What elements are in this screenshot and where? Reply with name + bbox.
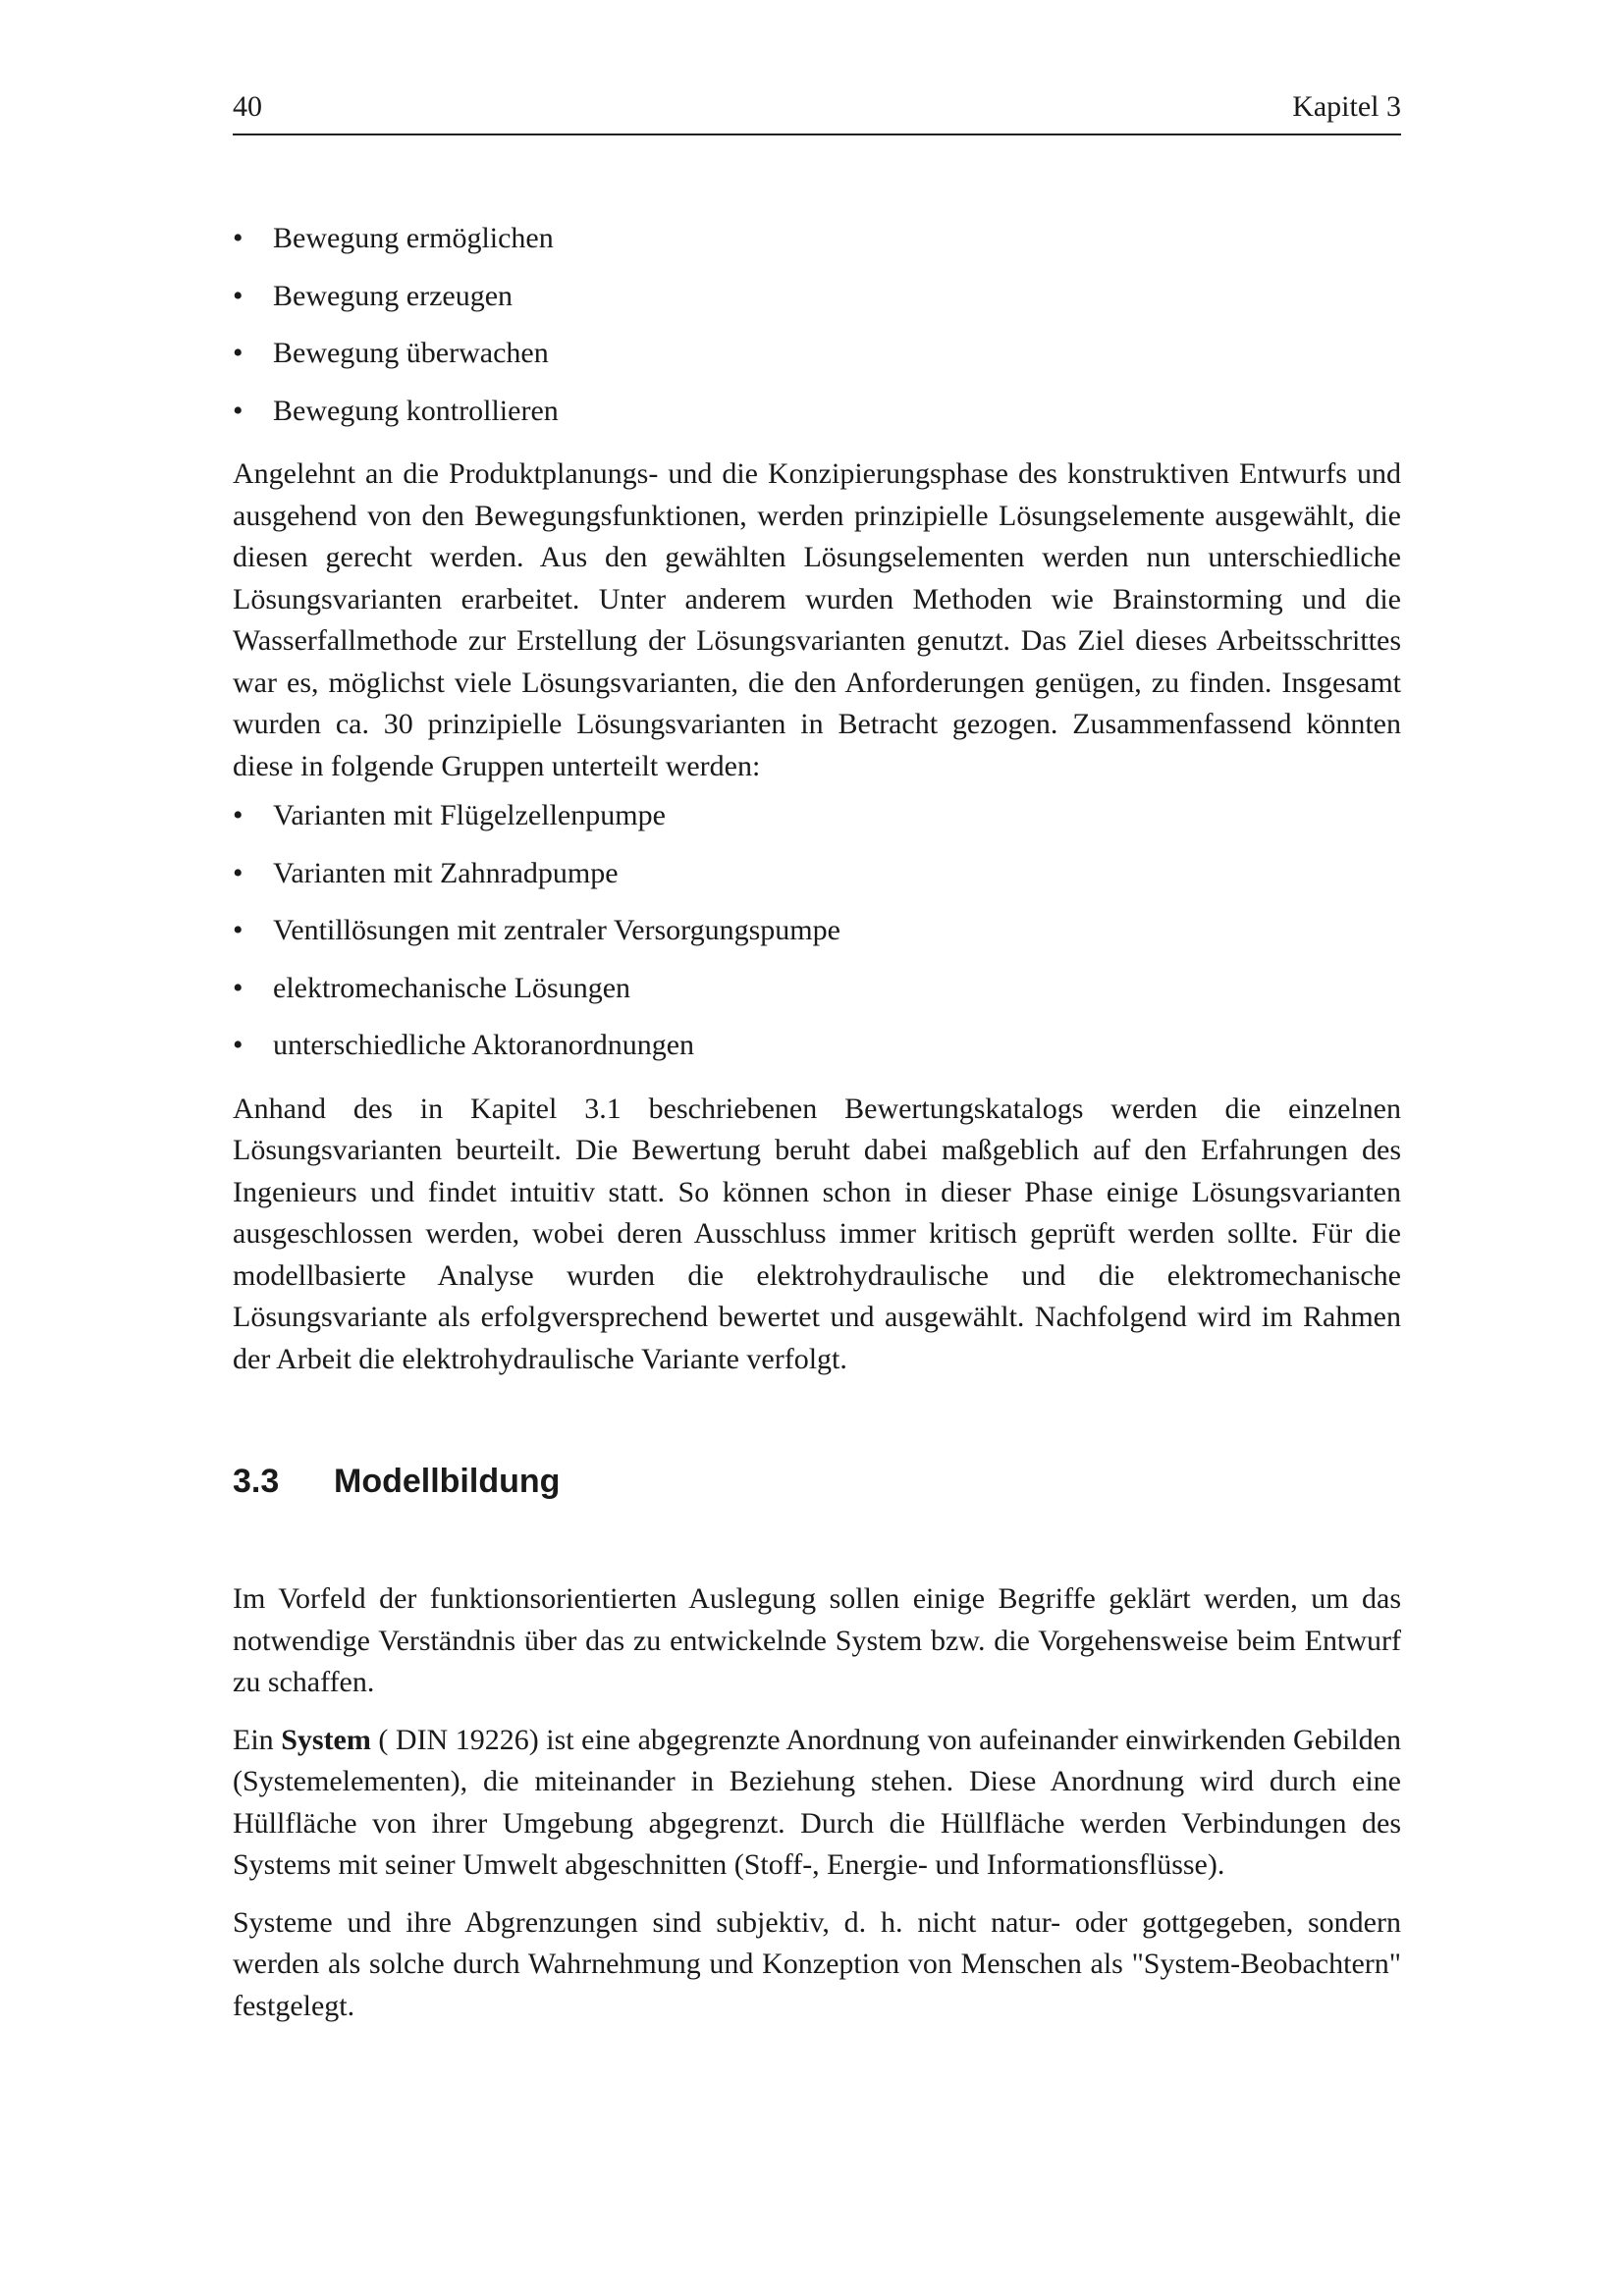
list-item: • unterschiedliche Aktoranordnungen	[233, 1025, 1401, 1083]
bullet-icon: •	[233, 856, 243, 889]
list-item: • Ventillösungen mit zentraler Versorgungspumpe	[233, 910, 1401, 968]
section-heading	[233, 1461, 1401, 1578]
bullet-icon: •	[233, 1029, 243, 1061]
bullet-icon: •	[233, 394, 243, 427]
bullet-icon: •	[233, 337, 243, 369]
header-rule	[233, 133, 1401, 135]
term-system: System	[281, 1723, 371, 1756]
bullet-icon: •	[233, 222, 243, 254]
chapter-title: Kapitel 3	[1292, 90, 1401, 123]
paragraph-system-definition: Ein System ( DIN 19226) ist eine abgegrenzte Anordnung von aufeinander einwirkenden Gebilden (Systemelementen), die miteinander in Beziehung stehen. Diese Anordnung wird durch eine Hüllfläche von ihrer Umgebung abgegrenzt. Durch die Hüllfläche werden Verbindungen des Systems mit seiner Umwelt abgeschnitten (Stoff-, Energie- und Informationsflüsse).	[233, 1723, 1402, 1881]
running-header	[233, 90, 1401, 130]
paragraph-solution-elements: Angelehnt an die Produktplanungs- und die Konzipierungsphase des konstruktiven Entwurfs und ausgehend von den Bewegungsfunktionen, werden prinzipielle Lösungselemente ausgewählt, die diesen gerecht werden. Aus den gewählten Lösungselementen werden nun unterschiedliche Lösungsvarianten erarbeitet. Unter anderem wurden Methoden wie Brainstorming und die Wasserfallmethode zur Erstellung der Lösungsvarianten genutzt. Das Ziel dieses Arbeitsschrittes war es, möglichst viele Lösungsvarianten, die den Anforderungen genügen, zu finden. Insgesamt wurden ca. 30 prinzipielle Lösungsvarianten in Betracht gezogen. Zusammenfassend könnten diese in folgende Gruppen unterteilt werden:	[233, 457, 1401, 782]
list-item: • Bewegung überwachen	[233, 333, 1401, 391]
section-number: 3.3	[233, 1463, 280, 1500]
list-item: • Bewegung ermöglichen	[233, 218, 1401, 276]
list-item: • Bewegung kontrollieren	[233, 391, 1401, 449]
section-title: Modellbildung	[334, 1463, 561, 1500]
body-text	[233, 218, 1401, 2027]
list-item: • Varianten mit Zahnradpumpe	[233, 853, 1401, 911]
bullet-icon: •	[233, 279, 243, 312]
paragraph-evaluation: Anhand des in Kapitel 3.1 beschriebenen Bewertungskatalogs werden die einzelnen Lösungsvarianten beurteilt. Die Bewertung beruht dabei maßgeblich auf den Erfahrungen des Ingenieurs und findet intuitiv statt. So können schon in dieser Phase einige Lösungsvarianten ausgeschlossen werden, wobei deren Ausschluss immer kritisch geprüft werden sollte. Für die modellbasierte Analyse wurden die elektrohydraulische und die elektromechanische Lösungsvariante als erfolgversprechend bewertet und ausgewählt. Nachfolgend wird im Rahmen der Arbeit die elektrohydraulische Variante verfolgt.	[233, 1092, 1401, 1375]
variant-groups-list	[233, 795, 1401, 1083]
paragraph-system-boundaries: Systeme und ihre Abgrenzungen sind subjektiv, d. h. nicht natur- oder gottgegeben, sondern werden als solche durch Wahrnehmung und Konzeption von Menschen als "System-Beobachtern" festgelegt.	[233, 1905, 1401, 2022]
list-item: • Varianten mit Flügelzellenpumpe	[233, 795, 1401, 853]
paragraph-intro: Im Vorfeld der funktionsorientierten Auslegung sollen einige Begriffe geklärt werden, um das notwendige Verständnis über das zu entwickelnde System bzw. die Vorgehensweise beim Entwurf zu schaffen.	[233, 1582, 1401, 1698]
page-number: 40	[233, 90, 262, 123]
bullet-icon: •	[233, 971, 243, 1004]
bullet-icon: •	[233, 914, 243, 946]
movement-functions-list	[233, 218, 1401, 448]
list-item: • elektromechanische Lösungen	[233, 968, 1401, 1026]
bullet-icon: •	[233, 799, 243, 831]
list-item: • Bewegung erzeugen	[233, 276, 1401, 334]
